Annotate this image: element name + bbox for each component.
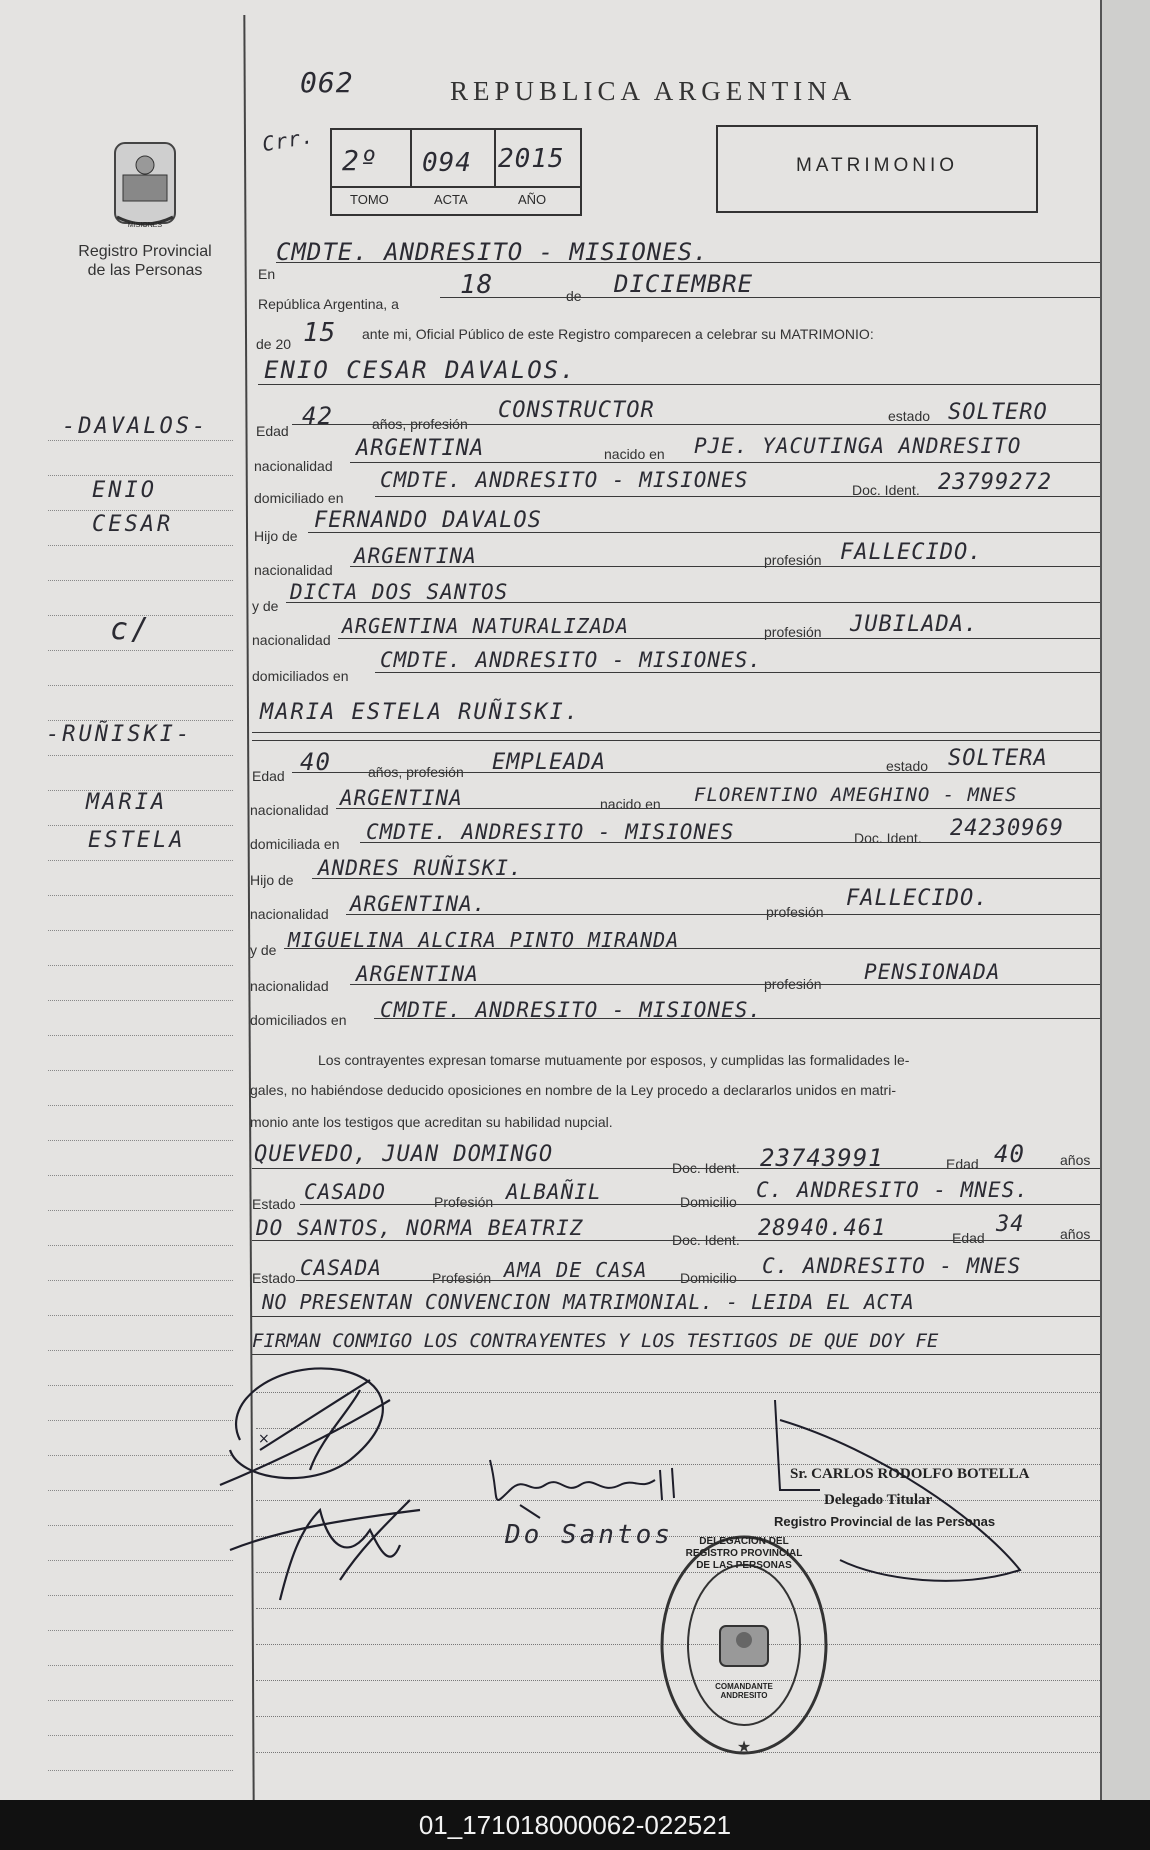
witness1-profession: ALBAÑIL: [506, 1180, 602, 1204]
witness2-domicile: C. ANDRESITO - MNES: [762, 1254, 1022, 1278]
witness1-name: QUEVEDO, JUAN DOMINGO: [254, 1142, 554, 1167]
margin-given-2b: ESTELA: [88, 828, 186, 853]
svg-text:MISIONES: MISIONES: [127, 222, 163, 229]
official-registry: Registro Provincial de las Personas: [774, 1514, 996, 1529]
matrimonio-box: [716, 125, 1038, 213]
registry-name: Registro Provincial de las Personas: [78, 243, 212, 279]
spouse2-nacido-label: nacido en: [600, 796, 661, 812]
ano-label: AÑO: [518, 192, 547, 207]
page-edge: [1100, 0, 1150, 1800]
spouse1-father-prof-label: profesión: [764, 552, 822, 568]
witness2-profession: AMA DE CASA: [504, 1258, 648, 1282]
witness2-dom-label: Domicilio: [680, 1270, 737, 1286]
spouse1-mother: DICTA DOS SANTOS: [290, 580, 509, 604]
official-title: Delegado Titular: [824, 1492, 933, 1508]
spouse2-father-nat-label: nacionalidad: [250, 906, 329, 922]
margin-given-1b: CESAR: [92, 512, 174, 537]
spouse2-father-nationality: ARGENTINA.: [350, 892, 487, 916]
official-name: Sr. CARLOS RODOLFO BOTELLA: [790, 1466, 1030, 1482]
spouse2-edad-label: Edad: [252, 768, 285, 784]
witness2-civil-state: CASADA: [300, 1256, 382, 1280]
spouse1-hijo-label: Hijo de: [254, 528, 298, 544]
spouse1-nac-label: nacionalidad: [254, 458, 333, 474]
witness1-dom-label: Domicilio: [680, 1194, 737, 1210]
year-prefix: de 20: [256, 336, 292, 352]
margin-given-2a: MARIA: [86, 790, 168, 815]
year-suffix: 15: [303, 318, 337, 348]
spouse1-father-nat-label: nacionalidad: [254, 562, 333, 578]
spouse2-parents-dom-label: domiciliados en: [250, 1012, 347, 1028]
spouse2-anos-label: años, profesión: [368, 764, 464, 780]
seal-inner-text: COMANDANTE ANDRESITO: [715, 1682, 773, 1700]
witness1-anos-label: años: [1060, 1152, 1091, 1168]
spouse2-mother-nat-label: nacionalidad: [250, 978, 329, 994]
witness1-edad-label: Edad: [946, 1156, 979, 1172]
header-title: REPUBLICA ARGENTINA: [450, 76, 857, 106]
spouse1-nationality: ARGENTINA: [356, 436, 485, 461]
witness2-anos-label: años: [1060, 1226, 1091, 1242]
spouse-signature-1: [200, 1340, 460, 1500]
witness2-doc: 28940.461: [758, 1216, 887, 1241]
spouse2-profession: EMPLEADA: [492, 750, 606, 775]
closing-line-1: NO PRESENTAN CONVENCION MATRIMONIAL. - LEIDA EL ACTA: [262, 1290, 915, 1314]
witness1-prof-label: Profesión: [434, 1194, 494, 1210]
witness1-doc-label: Doc. Ident.: [672, 1160, 740, 1176]
spouse2-mother-profession: PENSIONADA: [864, 960, 1001, 984]
doc-type: MATRIMONIO: [795, 155, 959, 176]
declaration-line-3: monio ante los testigos que acreditan su habilidad nupcial.: [250, 1114, 613, 1130]
declaration-line-2: gales, no habiéndose deducido oposiciones en nombre de la Ley procedo a declararlos unidos en matri-: [250, 1082, 896, 1098]
spouse1-civil-state: SOLTERO: [948, 400, 1048, 425]
witness2-name: DO SANTOS, NORMA BEATRIZ: [256, 1216, 584, 1240]
declaration-line-1: Los contrayentes expresan tomarse mutuamente por esposos, y cumplidas las formalidades le-: [318, 1052, 910, 1068]
spouse2-father: ANDRES RUÑISKI.: [318, 856, 523, 880]
spouse1-birthplace: PJE. YACUTINGA ANDRESITO: [694, 434, 1022, 458]
republica-label: República Argentina, a: [258, 296, 399, 312]
witness-signature-1: [480, 1440, 700, 1520]
svg-text:★: ★: [736, 1739, 752, 1756]
de-label: de: [566, 288, 582, 304]
spouse1-mother-profession: JUBILADA.: [850, 612, 979, 637]
image-id-footer: 01_171018000062-022521: [0, 1800, 1150, 1850]
spouse1-profession: CONSTRUCTOR: [498, 398, 655, 423]
margin-given-1a: ENIO: [92, 478, 157, 503]
spouse1-father-profession: FALLECIDO.: [840, 540, 983, 565]
spouse1-age: 42: [302, 402, 333, 430]
spouse2-mother-prof-label: profesión: [764, 976, 822, 992]
spouse-signature-2: [220, 1490, 460, 1610]
spouse1-mother-prof-label: profesión: [764, 624, 822, 640]
spouse1-doc-label: Doc. Ident.: [852, 482, 920, 498]
tomo-value: 2º: [342, 144, 378, 177]
spouse1-nacido-label: nacido en: [604, 446, 665, 462]
acta-value: 094: [422, 148, 472, 178]
spouse2-age: 40: [300, 748, 331, 776]
spouse1-mother-nationality: ARGENTINA NATURALIZADA: [342, 614, 629, 638]
spouse1-doc: 23799272: [938, 470, 1052, 495]
en-label: En: [258, 266, 276, 282]
witness2-edad-label: Edad: [952, 1230, 985, 1246]
ano-value: 2015: [498, 144, 565, 174]
margin-surname-2: -RUÑISKI-: [46, 722, 193, 747]
spouse2-birthplace: FLORENTINO AMEGHINO - MNES: [694, 784, 1018, 806]
spouse2-mother-nationality: ARGENTINA: [356, 962, 479, 986]
intro-month: DICIEMBRE: [614, 270, 754, 298]
spouse1-dom-label: domiciliado en: [254, 490, 344, 506]
witness2-age: 34: [996, 1212, 1025, 1237]
spouse2-parents-domicile: CMDTE. ANDRESITO - MISIONES.: [380, 998, 763, 1022]
spouse2-dom-label: domiciliada en: [250, 836, 340, 852]
spouse2-domicile: CMDTE. ANDRESITO - MISIONES: [366, 820, 735, 844]
spouse1-parents-domicile: CMDTE. ANDRESITO - MISIONES.: [380, 648, 763, 672]
tomo-acta-ano-box: [330, 128, 582, 216]
spouse2-doc-label: Doc. Ident.: [854, 830, 922, 846]
witness1-civil-state: CASADO: [304, 1180, 386, 1204]
spouse1-edad-label: Edad: [256, 423, 289, 439]
spouse1-domicile: CMDTE. ANDRESITO - MISIONES: [380, 468, 749, 492]
spouse2-civil-state: SOLTERA: [948, 746, 1048, 771]
tomo-label: TOMO: [350, 192, 389, 207]
acta-label: ACTA: [434, 192, 468, 207]
spouse2-nac-label: nacionalidad: [250, 802, 329, 818]
registry-seal: [654, 1530, 834, 1765]
spouse2-mother: MIGUELINA ALCIRA PINTO MIRANDA: [288, 928, 680, 952]
witness1-age: 40: [994, 1140, 1025, 1168]
spouse2-doc: 24230969: [950, 816, 1064, 841]
spouse1-fullname: ENIO CESAR DAVALOS.: [264, 356, 577, 384]
witness2-estado-label: Estado: [252, 1270, 296, 1286]
spouse1-mother-nat-label: nacionalidad: [252, 632, 331, 648]
spouse2-nationality: ARGENTINA: [340, 786, 463, 810]
spouse1-father: FERNANDO DAVALOS: [314, 508, 542, 533]
spouse1-estado-label: estado: [888, 408, 931, 424]
ante-text: ante mi, Oficial Público de este Registro comparecen a celebrar su MATRIMONIO:: [362, 326, 874, 342]
spouse1-parents-dom-label: domiciliados en: [252, 668, 349, 684]
spouse2-fullname: MARIA ESTELA RUÑISKI.: [260, 700, 581, 725]
seal-outer-text: DELEGACION DEL REGISTRO PROVINCIAL DE LAS PERSONAS: [685, 1536, 803, 1571]
spouse1-anos-label: años, profesión: [372, 416, 468, 432]
witness1-doc: 23743991: [760, 1144, 884, 1172]
spouse2-father-profession: FALLECIDO.: [846, 886, 989, 911]
margin-connector: c/: [110, 612, 153, 647]
intro-place: CMDTE. ANDRESITO - MISIONES.: [276, 238, 709, 266]
spouse2-hijo-label: Hijo de: [250, 872, 294, 888]
corr-mark: Crr.: [260, 123, 316, 157]
witness2-doc-label: Doc. Ident.: [672, 1232, 740, 1248]
spouse2-father-prof-label: profesión: [766, 904, 824, 920]
spouse2-estado-label: estado: [886, 758, 929, 774]
witness2-prof-label: Profesión: [432, 1270, 492, 1286]
spouse2-yde-label: y de: [250, 942, 277, 958]
witness-signature-2: Do Santos: [505, 1520, 673, 1550]
closing-line-2: FIRMAN CONMIGO LOS CONTRAYENTES Y LOS TESTIGOS DE QUE DOY FE: [252, 1330, 939, 1352]
province-crest: [105, 135, 185, 240]
svg-text:×: ×: [258, 1431, 270, 1447]
witness1-estado-label: Estado: [252, 1196, 296, 1212]
witness1-domicile: C. ANDRESITO - MNES.: [756, 1178, 1029, 1202]
intro-day: 18: [460, 270, 494, 300]
spouse1-yde-label: y de: [252, 598, 279, 614]
spouse1-father-nationality: ARGENTINA: [354, 544, 477, 568]
margin-surname-1: -DAVALOS-: [62, 414, 209, 439]
folio-number: 062: [300, 66, 354, 99]
